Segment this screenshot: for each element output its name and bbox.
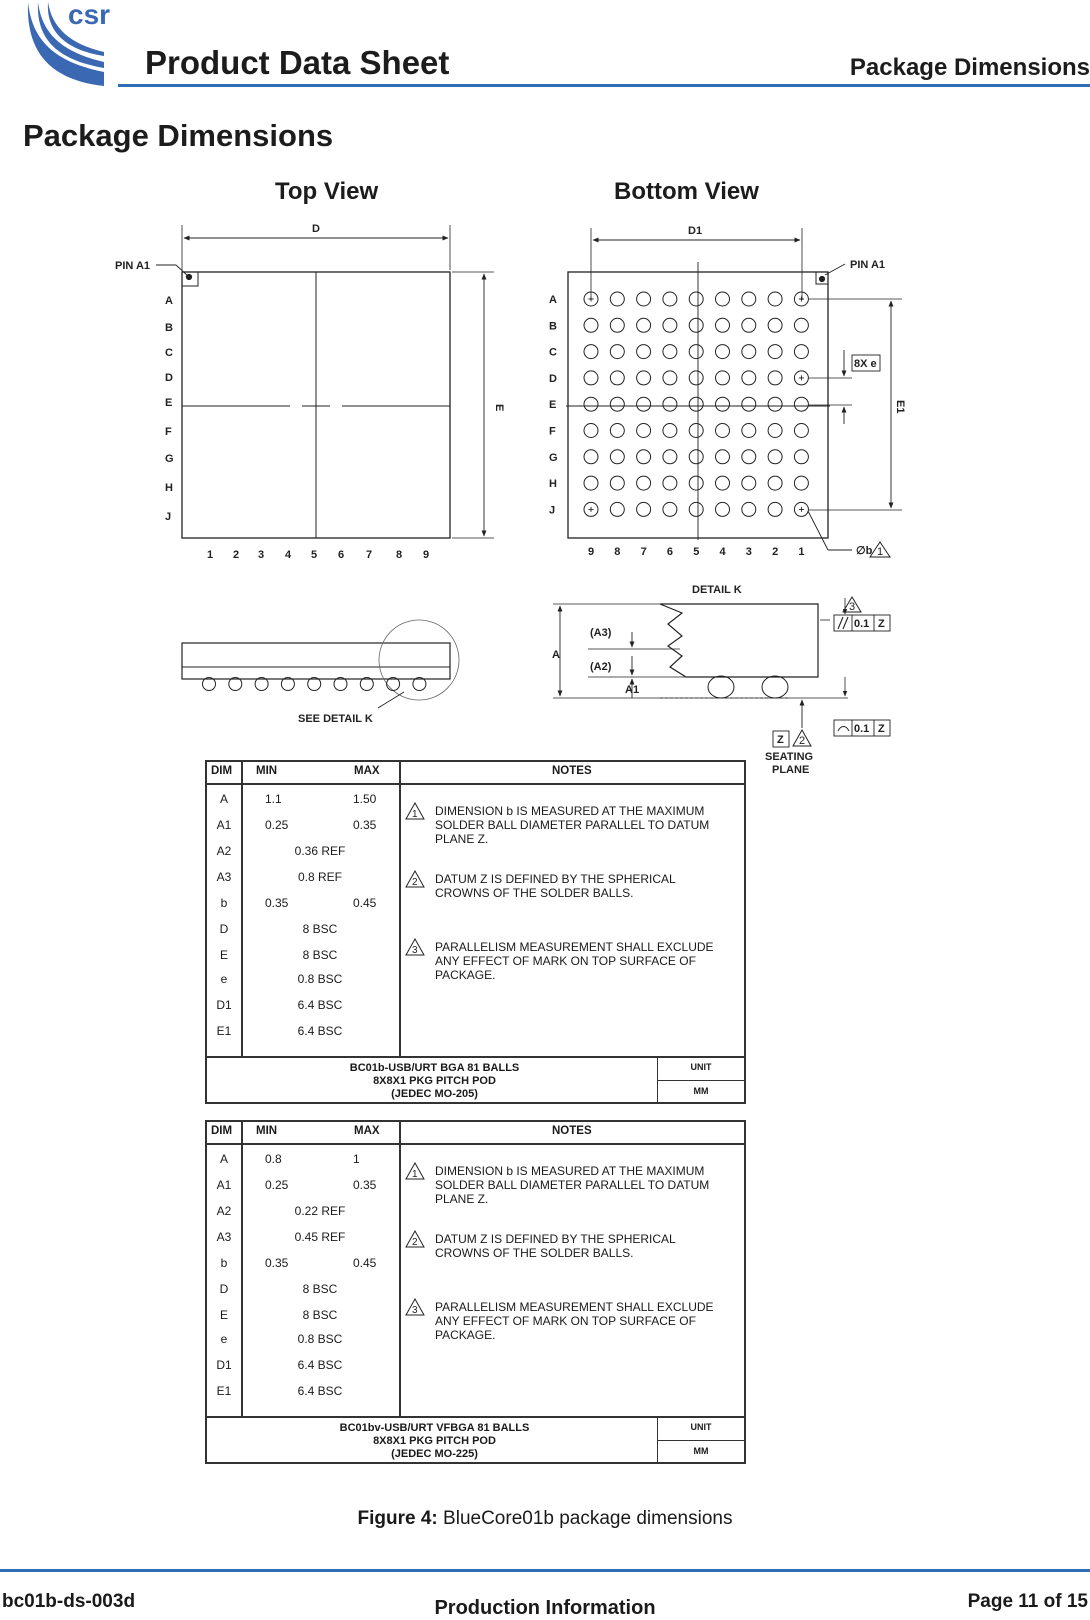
solder-ball	[663, 371, 677, 385]
note-number: 2	[412, 1237, 418, 1248]
side-view-body	[182, 643, 450, 679]
solder-ball	[663, 397, 677, 411]
package-title	[207, 1062, 662, 1101]
unit-label: UNIT	[690, 1062, 712, 1072]
header-min: MIN	[256, 1125, 278, 1137]
solder-ball	[742, 424, 756, 438]
solder-ball	[742, 345, 756, 359]
solder-ball	[610, 318, 624, 332]
table-row	[207, 1230, 399, 1246]
table-row	[207, 844, 399, 860]
detail-k-ball-1	[708, 676, 734, 698]
cell-nominal: 0.8 BSC	[297, 1332, 343, 1346]
solder-ball	[637, 424, 651, 438]
note3-number: 3	[849, 601, 856, 613]
bottom-width-label: D1	[688, 225, 703, 237]
top-row-label: C	[165, 347, 173, 359]
top-col-label: 5	[311, 549, 318, 561]
table-row	[207, 1358, 399, 1374]
detail-a1-label: A1	[625, 684, 640, 696]
ball-center-mark	[799, 507, 804, 512]
package-title	[207, 1422, 662, 1461]
solder-ball	[637, 450, 651, 464]
detail-k-title: DETAIL K	[692, 584, 742, 596]
note-number: 3	[412, 945, 418, 956]
unit-value: MM	[693, 1086, 709, 1096]
ball-diameter-label: ∅b	[856, 545, 873, 557]
solder-ball	[794, 476, 808, 490]
cell-nominal: 8 BSC	[302, 1308, 338, 1322]
table-row	[207, 818, 399, 834]
solder-ball	[794, 345, 808, 359]
top-col-label: 6	[338, 549, 345, 561]
table-row	[207, 1178, 399, 1194]
cell-dim: b	[220, 1256, 228, 1270]
bottom-row-label: A	[549, 294, 557, 306]
solder-ball	[610, 371, 624, 385]
logo-text: csr	[68, 0, 111, 30]
top-col-label: 4	[285, 549, 292, 561]
solder-ball	[689, 292, 703, 306]
note-line: DATUM Z IS DEFINED BY THE SPHERICAL	[435, 1232, 676, 1246]
solder-ball	[794, 397, 808, 411]
bottom-row-label: D	[549, 372, 557, 385]
solder-ball	[742, 318, 756, 332]
table-divider	[399, 762, 401, 1056]
ball-note-number: 1	[877, 546, 884, 558]
cell-nominal: 8 BSC	[302, 948, 338, 962]
bottom-row-label: G	[549, 451, 558, 464]
cell-nominal: 8 BSC	[302, 922, 338, 936]
page-heading: Package Dimensions	[23, 118, 334, 153]
top-row-label: G	[165, 453, 174, 465]
bottom-col-label: 4	[719, 546, 726, 558]
cell-dim: A1	[216, 818, 232, 832]
solder-ball	[689, 502, 703, 516]
note-line: DIMENSION b IS MEASURED AT THE MAXIMUM	[435, 804, 705, 818]
cell-max: 0.35	[353, 1178, 377, 1192]
top-width-label: D	[312, 223, 320, 235]
cell-nominal: 6.4 BSC	[297, 998, 343, 1012]
cell-nominal: 6.4 BSC	[297, 1384, 343, 1398]
table-row	[207, 948, 399, 964]
cell-min: 1.1	[265, 792, 282, 806]
solder-ball	[768, 424, 782, 438]
top-col-label: 7	[366, 549, 373, 561]
note-triangle-icon	[405, 938, 425, 956]
table-row	[207, 1256, 399, 1272]
table-note	[412, 1232, 745, 1260]
table-note	[412, 872, 745, 900]
note-line: PARALLELISM MEASUREMENT SHALL EXCLUDE	[435, 1300, 714, 1314]
package-title-line: (JEDEC MO-225)	[391, 1448, 478, 1460]
solder-ball	[584, 318, 598, 332]
cell-min: 0.35	[265, 1256, 289, 1270]
note-line: CROWNS OF THE SOLDER BALLS.	[435, 886, 634, 900]
header-dim: DIM	[211, 765, 233, 777]
cell-dim: e	[220, 972, 228, 986]
solder-ball	[716, 345, 730, 359]
solder-ball	[689, 371, 703, 385]
unit-value: MM	[693, 1446, 709, 1456]
note-line: ANY EFFECT OF MARK ON TOP SURFACE OF	[435, 1314, 696, 1328]
cell-nominal: 0.8 BSC	[297, 972, 343, 986]
table-footer	[207, 1056, 744, 1104]
cell-nominal: 0.36 REF	[294, 844, 346, 858]
note2-number: 2	[799, 735, 806, 747]
package-title-line: 8X8X1 PKG PITCH POD	[373, 1435, 496, 1447]
header-section-title: Package Dimensions	[849, 54, 1090, 81]
solder-ball	[716, 450, 730, 464]
footer-page-number: Page 11 of 15	[967, 1591, 1088, 1612]
ball-center-mark	[589, 507, 594, 512]
footer-doc-id: bc01b-ds-003d	[2, 1591, 136, 1612]
see-detail-k-label: SEE DETAIL K	[298, 713, 373, 725]
figure-caption-text: BlueCore01b package dimensions	[437, 1508, 733, 1529]
table-divider	[399, 1122, 401, 1416]
note-triangle-icon	[405, 802, 425, 820]
cell-min: 0.25	[265, 1178, 289, 1192]
solder-ball	[610, 397, 624, 411]
header-notes: NOTES	[552, 1125, 592, 1137]
bottom-col-label: 3	[745, 546, 752, 558]
solder-ball	[584, 371, 598, 385]
dimension-table-bga	[205, 760, 746, 1104]
note-triangle-icon	[405, 1298, 425, 1316]
cell-min: 0.8	[265, 1152, 282, 1166]
note-triangle-icon	[405, 870, 425, 888]
table-row	[207, 1024, 399, 1040]
unit-cell	[657, 1418, 744, 1464]
pitch-label: 8X e	[854, 358, 877, 370]
note-line: PACKAGE.	[435, 1328, 496, 1342]
footer-rule	[0, 1569, 1090, 1572]
bottom-pin-a1-label: PIN A1	[850, 259, 886, 271]
cell-min: 0.35	[265, 896, 289, 910]
solder-ball	[610, 292, 624, 306]
side-view	[182, 620, 459, 708]
top-row-label: H	[165, 482, 173, 494]
bottom-row-label: J	[549, 504, 556, 517]
detail-a2-label: (A2)	[590, 661, 612, 673]
bottom-col-label: 8	[614, 546, 621, 558]
cell-dim: E	[219, 948, 228, 962]
solder-ball	[610, 450, 624, 464]
table-row	[207, 1308, 399, 1324]
cell-nominal: 6.4 BSC	[297, 1358, 343, 1372]
solder-ball	[689, 424, 703, 438]
figure-caption	[0, 1508, 1090, 1530]
header-notes: NOTES	[552, 765, 592, 777]
cell-max: 1	[353, 1152, 360, 1166]
solder-ball	[663, 424, 677, 438]
cell-dim: e	[220, 1332, 228, 1346]
top-row-label: D	[165, 372, 173, 384]
cell-min: 0.25	[265, 818, 289, 832]
unit-label: UNIT	[690, 1422, 712, 1432]
solder-ball	[768, 450, 782, 464]
top-view	[156, 225, 494, 538]
note-number: 3	[412, 1305, 418, 1316]
cell-nominal: 0.8 REF	[297, 870, 342, 884]
note-line: DATUM Z IS DEFINED BY THE SPHERICAL	[435, 872, 676, 886]
note-line: PLANE Z.	[435, 832, 489, 846]
solder-ball	[689, 318, 703, 332]
cell-dim: A	[219, 1152, 228, 1166]
top-height-label: E	[493, 404, 505, 412]
bottom-view-title: Bottom View	[614, 178, 759, 205]
solder-ball	[768, 371, 782, 385]
solder-ball	[663, 345, 677, 359]
table-row	[207, 1152, 399, 1168]
solder-ball	[742, 292, 756, 306]
bottom-row-label: F	[549, 425, 556, 438]
detail-k-circle	[379, 620, 459, 700]
parallelism-datum: Z	[878, 618, 885, 630]
table-row	[207, 896, 399, 912]
solder-ball	[663, 450, 677, 464]
solder-ball	[663, 318, 677, 332]
solder-ball	[637, 502, 651, 516]
flatness-datum: Z	[878, 723, 885, 735]
cell-dim: D1	[216, 1358, 232, 1372]
detail-a3-label: (A3)	[590, 627, 612, 639]
cell-nominal: 8 BSC	[302, 1282, 338, 1296]
note-triangle-icon	[405, 1162, 425, 1180]
solder-ball	[768, 476, 782, 490]
bottom-col-label: 1	[798, 546, 805, 558]
solder-ball	[610, 476, 624, 490]
top-col-label: 8	[396, 549, 403, 561]
solder-ball	[610, 424, 624, 438]
header-max: MAX	[354, 1125, 380, 1137]
top-view-title: Top View	[275, 178, 379, 205]
package-title-line: BC01b-USB/URT BGA 81 BALLS	[349, 1062, 520, 1074]
top-col-label: 1	[207, 549, 214, 561]
table-row	[207, 870, 399, 886]
cell-dim: D	[219, 922, 229, 936]
solder-ball	[637, 345, 651, 359]
top-col-label: 3	[258, 549, 265, 561]
cell-dim: b	[220, 896, 228, 910]
detail-a-label: A	[552, 649, 560, 661]
parallelism-tolerance: 0.1	[854, 618, 870, 630]
solder-ball	[610, 502, 624, 516]
solder-ball	[637, 371, 651, 385]
solder-ball	[742, 397, 756, 411]
package-title-line: (JEDEC MO-205)	[391, 1088, 478, 1100]
bottom-row-label: B	[549, 320, 557, 333]
solder-ball	[663, 476, 677, 490]
solder-ball	[716, 397, 730, 411]
note-line: PACKAGE.	[435, 968, 496, 982]
solder-ball	[584, 345, 598, 359]
datum-z-label: Z	[777, 734, 784, 746]
note-line: SOLDER BALL DIAMETER PARALLEL TO DATUM	[435, 1178, 710, 1192]
bottom-col-label: 2	[772, 546, 779, 558]
note-triangle-icon	[405, 1230, 425, 1248]
table-row	[207, 1384, 399, 1400]
solder-ball	[689, 345, 703, 359]
solder-ball	[689, 450, 703, 464]
note-number: 1	[412, 809, 418, 820]
bottom-col-label: 5	[693, 546, 700, 558]
note-line: ANY EFFECT OF MARK ON TOP SURFACE OF	[435, 954, 696, 968]
top-row-label: A	[165, 295, 173, 307]
package-drawing	[0, 0, 1090, 800]
cell-dim: E1	[216, 1024, 232, 1038]
cell-dim: D1	[216, 998, 232, 1012]
top-row-label: F	[165, 426, 172, 438]
solder-ball	[716, 424, 730, 438]
note-line: CROWNS OF THE SOLDER BALLS.	[435, 1246, 634, 1260]
cell-dim: A3	[216, 870, 232, 884]
flatness-tolerance: 0.1	[854, 723, 870, 735]
solder-ball	[768, 502, 782, 516]
package-title-line: 8X8X1 PKG PITCH POD	[373, 1075, 496, 1087]
note-line: PLANE Z.	[435, 1192, 489, 1206]
solder-ball	[794, 318, 808, 332]
solder-ball	[689, 476, 703, 490]
solder-ball	[742, 450, 756, 464]
doc-title: Product Data Sheet	[145, 44, 450, 81]
table-row	[207, 1204, 399, 1220]
seating-plane-label-2: PLANE	[772, 764, 810, 776]
table-note	[412, 1164, 745, 1206]
note-line: DIMENSION b IS MEASURED AT THE MAXIMUM	[435, 1164, 705, 1178]
bottom-col-label: 7	[640, 546, 647, 558]
cell-dim: E1	[216, 1384, 232, 1398]
table-note	[412, 1300, 745, 1342]
solder-ball	[637, 397, 651, 411]
header-dim: DIM	[211, 1125, 233, 1137]
solder-ball	[584, 397, 598, 411]
figure-caption-label: Figure 4:	[357, 1508, 438, 1529]
top-pin-a1-label: PIN A1	[115, 260, 151, 272]
header-max: MAX	[354, 765, 380, 777]
ball-center-mark	[799, 297, 804, 302]
solder-ball	[716, 318, 730, 332]
table-row	[207, 1332, 399, 1348]
footer-status: Production Information	[434, 1597, 656, 1619]
cell-dim: D	[219, 1282, 229, 1296]
top-col-label: 2	[233, 549, 240, 561]
solder-ball	[584, 450, 598, 464]
solder-ball	[794, 424, 808, 438]
solder-ball	[584, 476, 598, 490]
cell-max: 0.35	[353, 818, 377, 832]
solder-ball	[716, 476, 730, 490]
bottom-row-label: C	[549, 346, 557, 359]
note-number: 1	[412, 1169, 418, 1180]
cell-nominal: 0.45 REF	[294, 1230, 346, 1244]
solder-ball	[637, 318, 651, 332]
solder-ball	[742, 476, 756, 490]
note-line: SOLDER BALL DIAMETER PARALLEL TO DATUM	[435, 818, 710, 832]
solder-ball	[742, 371, 756, 385]
bottom-row-label: E	[549, 399, 557, 412]
bottom-col-label: 9	[588, 546, 595, 558]
table-note	[412, 940, 745, 982]
unit-cell	[657, 1058, 744, 1104]
table-footer	[207, 1416, 744, 1464]
seating-plane-label-1: SEATING	[765, 751, 814, 763]
top-row-label: E	[165, 397, 173, 409]
cell-max: 0.45	[353, 1256, 377, 1270]
cell-nominal: 6.4 BSC	[297, 1024, 343, 1038]
bottom-col-label: 6	[666, 546, 674, 558]
ball-center-mark	[589, 297, 594, 302]
solder-ball	[663, 292, 677, 306]
cell-max: 0.45	[353, 896, 377, 910]
cell-dim: A2	[216, 844, 232, 858]
bottom-height-label: E1	[894, 400, 906, 414]
note-line: PARALLELISM MEASUREMENT SHALL EXCLUDE	[435, 940, 714, 954]
bottom-view	[566, 228, 902, 557]
solder-ball	[716, 371, 730, 385]
top-row-label: J	[165, 511, 172, 523]
package-title-line: BC01bv-USB/URT VFBGA 81 BALLS	[339, 1422, 530, 1434]
solder-ball	[716, 292, 730, 306]
cell-dim: A2	[216, 1204, 232, 1218]
solder-ball	[663, 502, 677, 516]
table-header	[207, 1122, 744, 1145]
cell-dim: A1	[216, 1178, 232, 1192]
ball-center-mark	[799, 375, 804, 380]
solder-ball	[584, 424, 598, 438]
solder-ball	[610, 345, 624, 359]
cell-dim: A3	[216, 1230, 232, 1244]
dimension-table-vfbga	[205, 1120, 746, 1464]
solder-ball	[689, 397, 703, 411]
cell-dim: A	[219, 792, 228, 806]
solder-ball	[637, 476, 651, 490]
table-note	[412, 804, 745, 846]
solder-ball	[768, 292, 782, 306]
note-number: 2	[412, 877, 418, 888]
solder-ball	[716, 502, 730, 516]
table-header	[207, 762, 744, 785]
table-row	[207, 998, 399, 1014]
cell-nominal: 0.22 REF	[294, 1204, 346, 1218]
table-row	[207, 922, 399, 938]
bottom-row-label: H	[549, 478, 557, 491]
detail-k-ball-2	[762, 676, 788, 698]
table-row	[207, 1282, 399, 1298]
solder-ball	[768, 318, 782, 332]
detail-k-body	[660, 604, 818, 677]
cell-dim: E	[219, 1308, 228, 1322]
solder-ball	[794, 450, 808, 464]
header-min: MIN	[256, 765, 278, 777]
solder-ball	[768, 397, 782, 411]
solder-ball	[768, 345, 782, 359]
cell-max: 1.50	[353, 792, 377, 806]
top-row-label: B	[165, 322, 173, 334]
table-row	[207, 972, 399, 988]
solder-ball	[637, 292, 651, 306]
solder-ball	[742, 502, 756, 516]
top-col-label: 9	[423, 549, 430, 561]
table-row	[207, 792, 399, 808]
